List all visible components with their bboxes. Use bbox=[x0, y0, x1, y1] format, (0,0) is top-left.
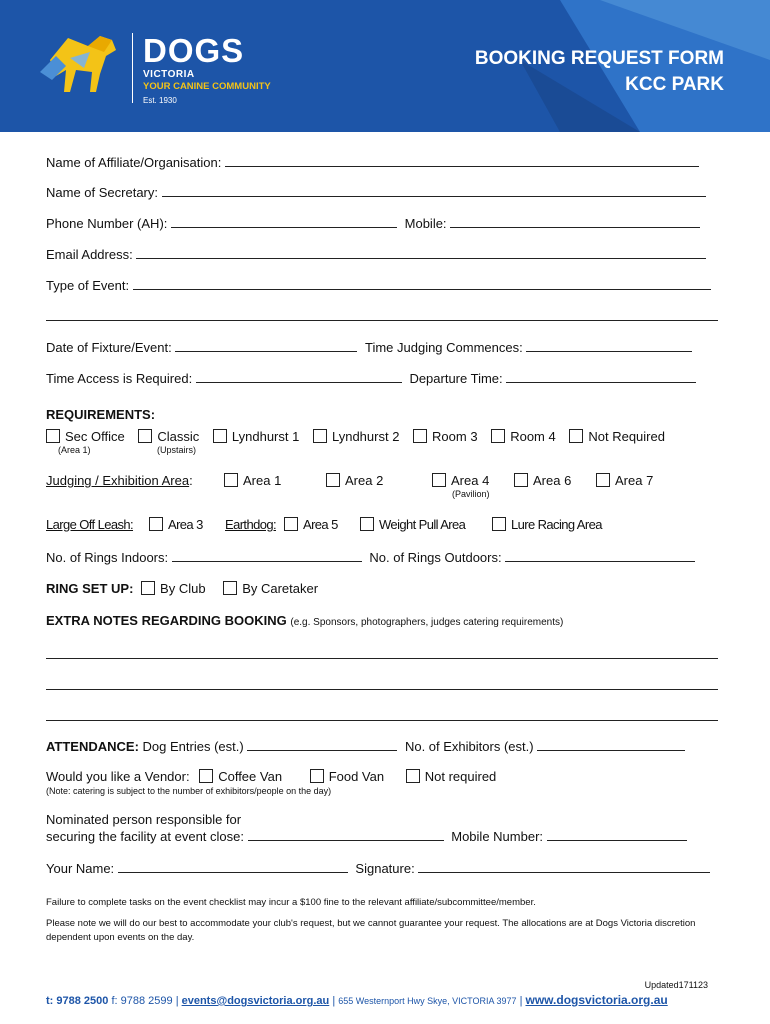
affiliate-field[interactable] bbox=[225, 154, 699, 167]
option-label: Area 3 bbox=[168, 517, 203, 532]
secretary-label: Name of Secretary: bbox=[46, 185, 158, 200]
coffee-van-option[interactable] bbox=[199, 769, 282, 784]
earthdog-label: Earthdog: bbox=[225, 517, 276, 532]
checkbox[interactable] bbox=[46, 429, 60, 443]
judging-time-field[interactable] bbox=[526, 339, 692, 352]
option-label: Area 5 bbox=[303, 517, 338, 532]
phone-label: Phone Number (AH): bbox=[46, 216, 168, 231]
option-label: Coffee Van bbox=[218, 769, 283, 784]
checkbox[interactable] bbox=[149, 517, 163, 531]
checkbox[interactable] bbox=[199, 769, 213, 783]
header-banner bbox=[0, 0, 770, 132]
rings-outdoors-label: No. of Rings Outdoors: bbox=[369, 550, 502, 565]
area-4-option[interactable] bbox=[432, 473, 489, 488]
dog-logo-icon bbox=[40, 36, 116, 92]
checkbox[interactable] bbox=[406, 769, 420, 783]
option-lyndhurst-1[interactable] bbox=[213, 429, 299, 444]
rings-outdoors-field[interactable] bbox=[505, 549, 695, 562]
affiliate-label: Name of Affiliate/Organisation: bbox=[46, 155, 222, 170]
date-label: Date of Fixture/Event: bbox=[46, 340, 172, 355]
affiliate-row bbox=[46, 154, 699, 170]
name-row bbox=[46, 860, 710, 876]
date-field[interactable] bbox=[175, 339, 357, 352]
rings-indoors-label: No. of Rings Indoors: bbox=[46, 550, 169, 565]
your-name-label: Your Name: bbox=[46, 861, 115, 876]
footer-phone: t: 9788 2500 bbox=[46, 995, 109, 1007]
notes-hint: (e.g. Sponsors, photographers, judges catering requirements) bbox=[290, 617, 564, 628]
checkbox[interactable] bbox=[138, 429, 152, 443]
checkbox[interactable] bbox=[432, 473, 446, 487]
lure-racing-option[interactable] bbox=[492, 517, 602, 532]
footer-address: 655 Westernport Hwy Skye, VICTORIA 3977 bbox=[338, 996, 517, 1006]
option-label: Lure Racing Area bbox=[511, 517, 602, 532]
option-classic[interactable] bbox=[138, 429, 199, 444]
option-label: By Club bbox=[160, 581, 206, 596]
logo-text bbox=[143, 34, 271, 105]
option-label: Area 6 bbox=[533, 473, 572, 488]
footer-sep: | bbox=[332, 995, 336, 1007]
date-row bbox=[46, 339, 692, 355]
event-type-row-2 bbox=[46, 308, 718, 324]
checkbox[interactable] bbox=[223, 581, 237, 595]
option-label: Sec Office bbox=[65, 429, 125, 444]
footer-fax: f: 9788 2599 bbox=[111, 995, 173, 1007]
entries-field[interactable] bbox=[247, 738, 397, 751]
mobile-field[interactable] bbox=[450, 215, 700, 228]
notes-heading-row bbox=[46, 613, 563, 628]
departure-label: Departure Time: bbox=[409, 371, 503, 386]
your-name-field[interactable] bbox=[118, 860, 348, 873]
email-field[interactable] bbox=[136, 246, 706, 259]
area-5-option[interactable] bbox=[284, 517, 338, 532]
exhibitors-label: No. of Exhibitors (est.) bbox=[404, 739, 534, 754]
by-club-option[interactable] bbox=[141, 581, 206, 596]
notes-field-3[interactable] bbox=[46, 708, 718, 721]
option-label: Area 7 bbox=[615, 473, 654, 488]
notes-heading: EXTRA NOTES REGARDING BOOKING bbox=[46, 613, 287, 628]
checkbox[interactable] bbox=[596, 473, 610, 487]
food-van-option[interactable] bbox=[310, 769, 384, 784]
option-label: Lyndhurst 2 bbox=[331, 429, 400, 444]
logo-victoria: VICTORIA bbox=[143, 69, 195, 80]
checkbox[interactable] bbox=[514, 473, 528, 487]
logo-divider bbox=[132, 33, 133, 103]
exhibitors-field[interactable] bbox=[537, 738, 685, 751]
large-off-leash-row bbox=[46, 517, 602, 532]
option-sec-office[interactable] bbox=[46, 429, 125, 444]
footer-sep: | bbox=[519, 995, 523, 1007]
option-label: Room 4 bbox=[510, 429, 556, 444]
access-time-field[interactable] bbox=[196, 370, 402, 383]
nominated-line1: Nominated person responsible for bbox=[46, 812, 242, 827]
checkbox[interactable] bbox=[313, 429, 327, 443]
form-title-line2: KCC PARK bbox=[625, 74, 724, 95]
logo-est: Est. 1930 bbox=[143, 96, 177, 105]
option-label: Food Van bbox=[328, 769, 385, 784]
checkbox[interactable] bbox=[284, 517, 298, 531]
email-row bbox=[46, 246, 706, 262]
checkbox[interactable] bbox=[492, 517, 506, 531]
sec-office-note: (Area 1) bbox=[58, 445, 91, 455]
option-room-3[interactable] bbox=[413, 429, 478, 444]
requirements-options bbox=[46, 429, 665, 444]
not-required-option[interactable] bbox=[406, 769, 497, 784]
nominated-field[interactable] bbox=[248, 828, 444, 841]
nominated-label: securing the facility at event close: bbox=[46, 829, 244, 844]
checkbox[interactable] bbox=[413, 429, 427, 443]
footer-website-link[interactable]: www.dogsvictoria.org.au bbox=[525, 993, 668, 1007]
area-2-option[interactable] bbox=[326, 473, 383, 488]
judging-colon: : bbox=[189, 473, 193, 488]
entries-label: Dog Entries (est.) bbox=[142, 739, 244, 754]
nominated-row bbox=[46, 828, 687, 844]
by-caretaker-option[interactable] bbox=[223, 581, 318, 596]
checkbox[interactable] bbox=[326, 473, 340, 487]
vendor-note: (Note: catering is subject to the number of exhibitors/people on the day) bbox=[46, 786, 332, 796]
option-label: Not Required bbox=[588, 429, 665, 444]
rings-indoors-field[interactable] bbox=[172, 549, 362, 562]
fine-note: Failure to complete tasks on the event checklist may incur a $100 fine to the relevant affiliate/subcommittee/member. bbox=[46, 897, 536, 908]
secretary-row bbox=[46, 184, 706, 200]
nominated-mobile-field[interactable] bbox=[547, 828, 687, 841]
option-label: Room 3 bbox=[432, 429, 478, 444]
checkbox[interactable] bbox=[310, 769, 324, 783]
attendance-heading: ATTENDANCE: bbox=[46, 739, 139, 754]
phone-row bbox=[46, 215, 700, 231]
area-6-option[interactable] bbox=[514, 473, 571, 488]
area-1-option[interactable] bbox=[224, 473, 281, 488]
checkbox[interactable] bbox=[224, 473, 238, 487]
event-type-field[interactable] bbox=[133, 277, 711, 290]
weight-pull-option[interactable] bbox=[360, 517, 465, 532]
form-title bbox=[475, 46, 724, 98]
event-type-field-2[interactable] bbox=[46, 308, 718, 321]
vendor-row bbox=[46, 769, 496, 784]
signature-field[interactable] bbox=[418, 860, 710, 873]
judging-row bbox=[46, 473, 654, 488]
area-7-option[interactable] bbox=[596, 473, 653, 488]
judging-label: Judging / Exhibition Area bbox=[46, 473, 190, 488]
option-label: Not required bbox=[424, 769, 497, 784]
checkbox[interactable] bbox=[360, 517, 374, 531]
rings-row bbox=[46, 549, 695, 565]
updated-date: Updated171123 bbox=[644, 980, 708, 990]
option-room-4[interactable] bbox=[491, 429, 556, 444]
area-4-note: (Pavilion) bbox=[452, 489, 490, 499]
phone-field[interactable] bbox=[171, 215, 397, 228]
checkbox[interactable] bbox=[141, 581, 155, 595]
notes-field-1[interactable] bbox=[46, 646, 718, 659]
signature-label: Signature: bbox=[355, 861, 415, 876]
area-3-option[interactable] bbox=[149, 517, 203, 532]
access-time-label: Time Access is Required: bbox=[46, 371, 193, 386]
footer-email-link[interactable]: events@dogsvictoria.org.au bbox=[181, 995, 330, 1007]
nominated-mobile-label: Mobile Number: bbox=[451, 829, 544, 844]
access-row bbox=[46, 370, 696, 386]
checkbox[interactable] bbox=[569, 429, 583, 443]
ring-setup-label: RING SET UP: bbox=[46, 581, 134, 596]
option-lyndhurst-2[interactable] bbox=[313, 429, 399, 444]
notes-field-2[interactable] bbox=[46, 677, 718, 690]
footer-sep: | bbox=[175, 995, 179, 1007]
checkbox[interactable] bbox=[213, 429, 227, 443]
event-type-label: Type of Event: bbox=[46, 278, 130, 293]
attendance-row bbox=[46, 738, 685, 754]
logo-dogs: DOGS bbox=[143, 32, 245, 69]
departure-field[interactable] bbox=[506, 370, 696, 383]
option-label: Area 4 bbox=[451, 473, 490, 488]
mobile-label: Mobile: bbox=[404, 216, 447, 231]
form-title-line1: BOOKING REQUEST FORM bbox=[474, 48, 724, 69]
logo-tagline: YOUR CANINE COMMUNITY bbox=[143, 81, 271, 92]
option-label: Area 1 bbox=[243, 473, 282, 488]
footer bbox=[46, 993, 668, 1007]
checkbox[interactable] bbox=[491, 429, 505, 443]
classic-note: (Upstairs) bbox=[157, 445, 197, 455]
notes-line-3 bbox=[46, 708, 718, 724]
email-label: Email Address: bbox=[46, 247, 133, 262]
ring-setup-row bbox=[46, 581, 318, 596]
judging-time-label: Time Judging Commences: bbox=[364, 340, 523, 355]
option-label: Area 2 bbox=[345, 473, 384, 488]
requirements-heading: REQUIREMENTS: bbox=[46, 407, 156, 422]
secretary-field[interactable] bbox=[162, 184, 706, 197]
large-off-leash-label: Large Off Leash: bbox=[46, 517, 134, 532]
option-label: Lyndhurst 1 bbox=[231, 429, 300, 444]
notes-line-1 bbox=[46, 646, 718, 662]
vendor-question: Would you like a Vendor: bbox=[46, 769, 190, 784]
event-type-row bbox=[46, 277, 711, 293]
guarantee-note: Please note we will do our best to accommodate your club's request, but we cannot guarantee your request. The allocations are at Dogs Victoria discretion dependent upon events on the day. bbox=[46, 918, 696, 943]
option-not-required[interactable] bbox=[569, 429, 665, 444]
option-label: By Caretaker bbox=[242, 581, 319, 596]
option-label: Weight Pull Area bbox=[379, 517, 466, 532]
notes-line-2 bbox=[46, 677, 718, 693]
option-label: Classic bbox=[157, 429, 200, 444]
